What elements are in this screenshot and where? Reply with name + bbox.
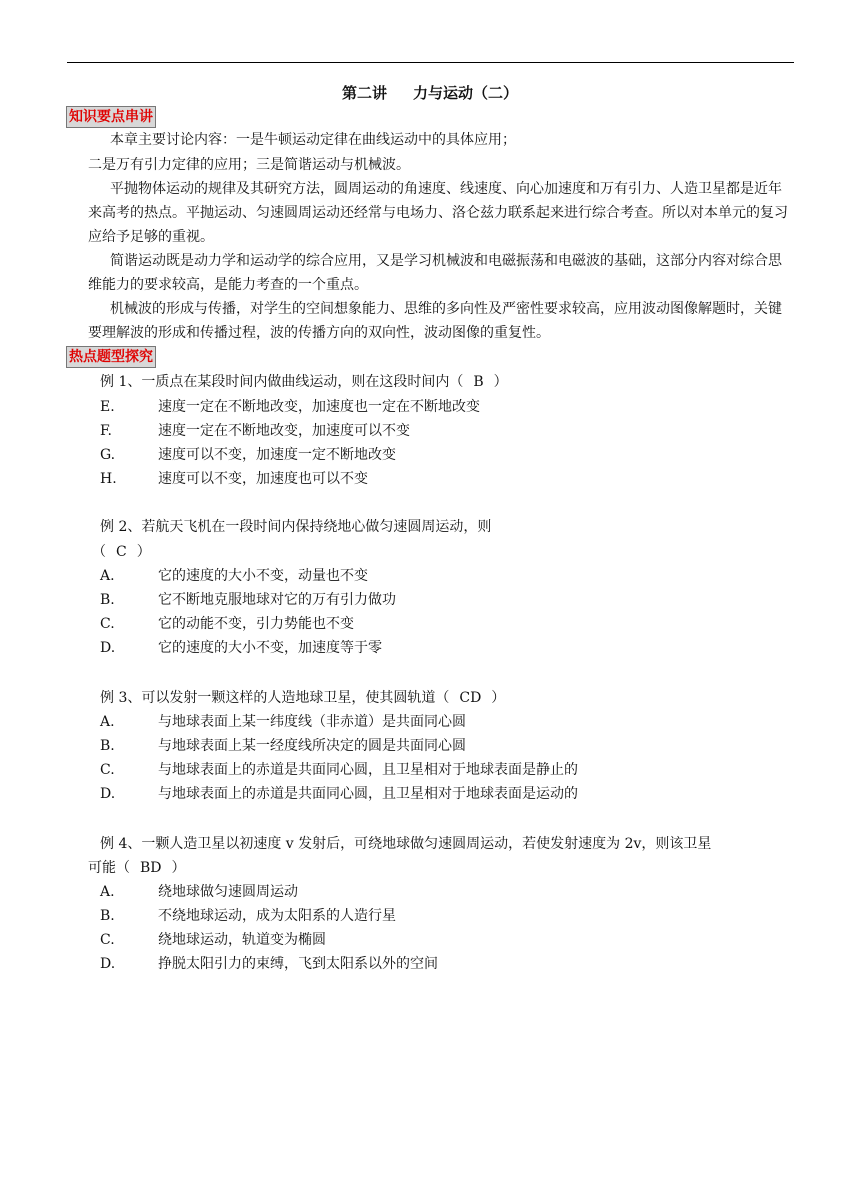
title-topic: 力与运动（二） [413,84,519,102]
page-title [0,82,860,103]
example-3-option-text: 与地球表面上某一纬度线（非赤道）是共面同心圆 [158,714,466,730]
example-4-option-text: 不绕地球运动，成为太阳系的人造行星 [158,908,396,924]
example-1-option-letter: H. [100,471,117,487]
example-4-option-text: 绕地球做匀速圆周运动 [158,884,298,900]
example-1-option-letter: G. [100,447,116,463]
example-4-answer: BD [140,860,162,876]
intro-paragraph-3: 简谐运动既是动力学和运动学的综合应用，又是学习机械波和电磁振荡和电磁波的基础，这部分内容对综合思维能力的要求较高，是能力考查的一个重点。 [88,253,782,293]
example-3-option-letter: C. [100,762,115,778]
example-1-option-text: 速度可以不变，加速度也可以不变 [158,471,368,487]
example-3-option-text: 与地球表面上的赤道是共面同心圆，且卫星相对于地球表面是静止的 [158,762,578,778]
example-3-answer: CD [459,690,482,706]
example-3-option-text: 与地球表面上的赤道是共面同心圆，且卫星相对于地球表面是运动的 [158,786,578,802]
example-4-stem-line2: 可能（ BD ） [88,860,186,876]
example-3-option-letter: A. [100,714,115,730]
example-2-option-letter: B. [100,592,115,608]
example-1-option-text: 速度一定在不断地改变，加速度可以不变 [158,423,410,439]
section-tag-hot-topics: 热点题型探究 [66,346,156,368]
example-3-option-letter: B. [100,738,115,754]
example-3-option-text: 与地球表面上某一经度线所决定的圆是共面同心圆 [158,738,466,754]
example-3-option-letter: D. [100,786,116,802]
example-4-option-letter: B. [100,908,115,924]
example-2-stem: 例 2、若航天飞机在一段时间内保持绕地心做匀速圆周运动，则 [100,519,492,535]
example-1-option-text: 速度可以不变，加速度一定不断地改变 [158,447,396,463]
title-lecture-number: 第二讲 [341,84,387,102]
example-2-answer: C [116,544,127,560]
example-1-option-text: 速度一定在不断地改变，加速度也一定在不断地改变 [158,399,480,415]
example-1-option-letter: F. [100,423,112,439]
example-2-answer-bracket: （ C ） [92,544,151,560]
example-2-option-letter: C. [100,616,115,632]
example-2-option-text: 它的速度的大小不变，动量也不变 [158,568,368,584]
section-tag-key-points: 知识要点串讲 [66,106,156,128]
example-4-option-letter: D. [100,956,116,972]
example-4-stem-line1: 例 4、一颗人造卫星以初速度 v 发射后，可绕地球做匀速圆周运动，若使发射速度为 2v，则该卫星 [100,836,712,852]
example-3-stem: 例 3、可以发射一颗这样的人造地球卫星，使其圆轨道（ CD ） [100,690,506,706]
intro-paragraph-4: 机械波的形成与传播，对学生的空间想象能力、思维的多向性及严密性要求较高，应用波动图像解题时，关键要理解波的形成和传播过程，波的传播方向的双向性，波动图像的重复性。 [88,301,782,341]
example-2-option-letter: D. [100,640,116,656]
intro-p1-line2: 二是万有引力定律的应用；三是简谐运动与机械波。 [88,157,410,173]
example-2-option-letter: A. [100,568,115,584]
example-1-answer: B [473,374,484,390]
example-2-option-text: 它的速度的大小不变，加速度等于零 [158,640,382,656]
example-4-option-text: 绕地球运动，轨道变为椭圆 [158,932,326,948]
example-2-option-text: 它的动能不变，引力势能也不变 [158,616,354,632]
example-4-option-text: 挣脱太阳引力的束缚，飞到太阳系以外的空间 [158,956,438,972]
header-rule [67,62,794,63]
example-4-option-letter: A. [100,884,115,900]
example-4-option-letter: C. [100,932,115,948]
example-1-option-letter: E. [100,399,115,415]
example-1-stem: 例 1、一质点在某段时间内做曲线运动，则在这段时间内（ B ） [100,374,508,390]
example-2-option-text: 它不断地克服地球对它的万有引力做功 [158,592,396,608]
intro-paragraph-2: 平抛物体运动的规律及其研究方法，圆周运动的角速度、线速度、向心加速度和万有引力、人造卫星都是近年来高考的热点。平抛运动、匀速圆周运动还经常与电场力、洛仑兹力联系起来进行综合考查。所以对本单元的复习应给予足够的重视。 [88,181,788,245]
intro-p1-line1: 本章主要讨论内容：一是牛顿运动定律在曲线运动中的具体应用； [110,132,516,148]
